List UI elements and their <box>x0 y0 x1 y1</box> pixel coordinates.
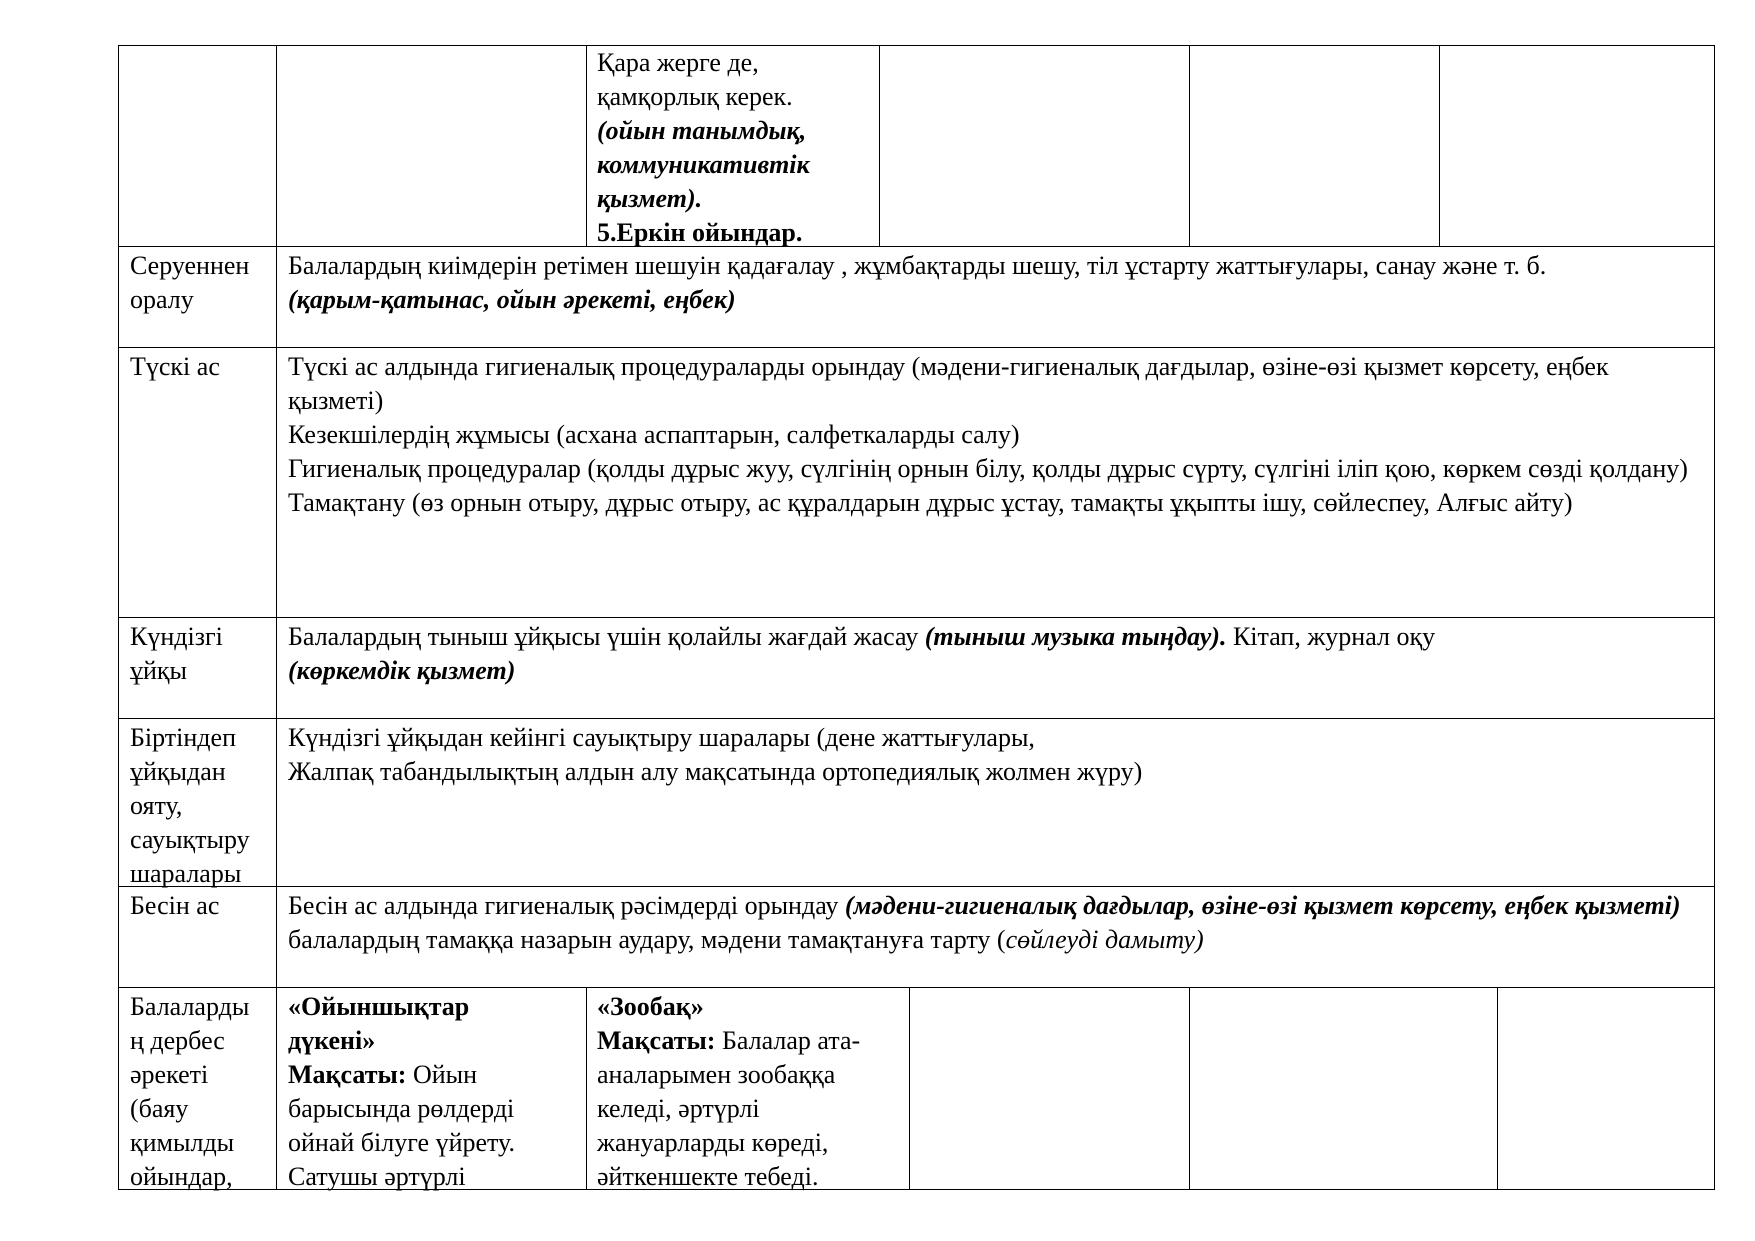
cell-text: қамқорлық керек. <box>597 82 793 111</box>
top-row-cell-3 <box>597 46 875 250</box>
activity-type-note: (ойын танымдық, коммуникативтік қызмет). <box>597 116 810 213</box>
label-column-border <box>276 45 277 1190</box>
goal-text: Ойын барысында рөлдерді ойнай білуге үйрету. Сатушы әртүрлі <box>288 1060 515 1191</box>
goal-label: Мақсаты: <box>288 1060 407 1089</box>
independent-col-1 <box>288 990 582 1194</box>
cell-text: Қара жерге де, <box>597 48 759 77</box>
activity-type-note: (қарым-қатынас, ойын әрекеті, еңбек) <box>288 285 736 314</box>
column-divider <box>1189 45 1190 246</box>
row-label-snack: Бесін ас <box>130 891 220 920</box>
activity-item: 5.Еркін ойындар. <box>597 218 803 247</box>
row-divider <box>118 886 1715 887</box>
column-divider <box>586 987 587 1189</box>
row-label-lunch: Түскі ас <box>130 352 220 381</box>
table-right-border <box>1714 45 1715 1190</box>
table-left-border <box>118 45 119 1190</box>
row-label-wake-up: Біртіндеп ұйқыдан ояту, сауықтыру шаралары <box>130 723 250 888</box>
independent-col-2 <box>597 990 905 1194</box>
activity-type-note: (көркемдік қызмет) <box>288 656 516 685</box>
row-divider <box>118 987 1715 988</box>
row-label-return-walk: Серуеннен оралу <box>130 251 250 314</box>
game-title: «Ойыншықтар дүкені» <box>288 992 470 1055</box>
row-divider <box>118 246 1715 247</box>
column-divider <box>586 45 587 246</box>
wake-up-content: Күндізгі ұйқыдан кейінгі сауықтыру шаралары (дене жаттығулары, Жалпақ табандылықтың алдын алу мақсатында ортопедиялық жолмен жүру) <box>288 723 1143 786</box>
cell-text: Кітап, журнал оқу <box>1226 622 1436 651</box>
goal-text: Балалар ата- аналарымен зообаққа келеді, әртүрлі жануарларды көреді, әйткеншекте тебеді. <box>597 1026 861 1191</box>
activity-type-note: сөйлеуді дамыту) <box>1005 925 1204 954</box>
return-walk-content <box>288 249 1713 317</box>
cell-text: Балалардың тыныш ұйқысы үшін қолайлы жағдай жасау <box>288 622 925 651</box>
table-top-border <box>118 45 1715 46</box>
cell-text: Бесін ас алдында гигиеналық рәсімдерді орындау <box>288 891 845 920</box>
cell-text: балалардың тамаққа назарын аудару, мәдени тамақтануға тарту ( <box>288 925 1006 954</box>
column-divider <box>1497 987 1498 1189</box>
activity-type-note: (тыныш музыка тыңдау). <box>924 622 1227 651</box>
row-divider <box>118 617 1715 618</box>
goal-label: Мақсаты: <box>597 1026 716 1055</box>
game-title: «Зообақ» <box>597 992 704 1021</box>
column-divider <box>879 45 880 246</box>
snack-content <box>288 889 1708 957</box>
day-sleep-content <box>288 620 1708 688</box>
row-divider <box>118 718 1715 719</box>
row-label-day-sleep: Күндізгі ұйқы <box>130 622 223 685</box>
column-divider <box>1189 987 1190 1189</box>
lunch-content: Түскі ас алдында гигиеналық процедураларды орындау (мәдени-гигиеналық дағдылар, өзіне-өзі қызмет көрсету, еңбек қызметі) Кезекшілердің жұмысы (асхана аспаптарын, салфеткаларды салу) Гигиеналық процедуралар (қолды дұрыс жуу, сүлгінің орнын білу, қолды дұрыс сүрту, сүлгіні іліп қою, көркем сөзді қолдану) Тамақтану (өз орнын отыру, дұрыс отыру, ас құралдарын дұрыс ұстау, тамақты ұқыпты ішу, сөйлеспеу, Алғыс айту) <box>288 352 1688 517</box>
column-divider <box>1439 45 1440 246</box>
row-label-independent: Балаларды ң дербес әрекеті (баяу қимылды ойындар, <box>130 992 250 1191</box>
column-divider <box>909 987 910 1189</box>
row-divider <box>118 347 1715 348</box>
activity-type-note: (мәдени-гигиеналық дағдылар, өзіне-өзі қызмет көрсету, еңбек қызметі) <box>844 891 1681 920</box>
cell-text: Балалардың киімдерін ретімен шешуін қадағалау , жұмбақтарды шешу, тіл ұстарту жаттығулары, санау және т. б. <box>288 251 1547 280</box>
